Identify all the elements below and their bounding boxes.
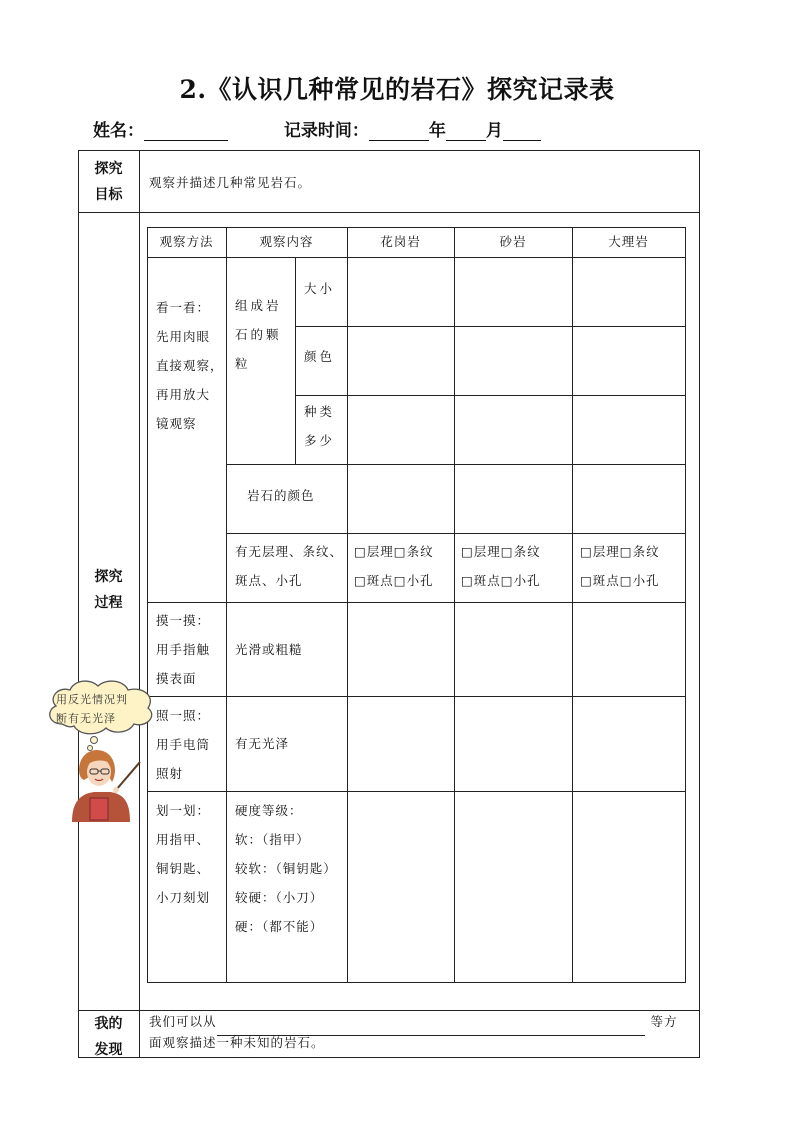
name-field[interactable] <box>144 122 228 141</box>
observation-table <box>147 227 686 983</box>
name-label: 姓名： <box>93 121 144 141</box>
method-scratch: 划一划： 用指甲、 铜钥匙、 小刀刻划 <box>156 803 211 905</box>
finding-text-line2: 面观察描述一种未知的岩石。 <box>149 1035 325 1050</box>
header-marble: 大理岩 <box>608 234 649 249</box>
header-row <box>93 116 541 141</box>
marble-features-check[interactable]: □层理□条纹 □斑点□小孔 <box>580 544 660 588</box>
time-label: 记录时间： <box>283 121 369 141</box>
header-granite: 花岗岩 <box>380 234 421 249</box>
method-touch: 摸一摸： 用手指触 摸表面 <box>156 613 211 686</box>
page-title: 2.《认识几种常见的岩石》探究记录表 <box>179 75 615 104</box>
goal-divider <box>78 212 700 213</box>
method-shine: 照一照： 用手电筒 照射 <box>156 708 211 781</box>
year-label: 年 <box>428 121 446 141</box>
content-features: 有无层理、条纹、 斑点、小孔 <box>235 544 344 588</box>
content-color: 颜色 <box>304 349 336 364</box>
day-field[interactable] <box>503 122 541 141</box>
month-label: 月 <box>485 121 503 141</box>
goal-label: 探究 目标 <box>94 161 123 203</box>
header-content: 观察内容 <box>259 234 314 249</box>
content-kind: 种类 多少 <box>304 404 336 448</box>
label-column-divider <box>139 150 140 1058</box>
bubble-text: 用反光情况判 断有无光泽 <box>56 693 128 725</box>
teacher-icon <box>66 742 142 822</box>
content-rock-color: 岩石的颜色 <box>247 488 315 503</box>
finding-label: 我的 发现 <box>94 1016 123 1058</box>
content-shine: 有无光泽 <box>235 736 290 751</box>
content-grain: 组成岩 石的颗 粒 <box>235 298 282 371</box>
month-field[interactable] <box>446 122 486 141</box>
finding-text-line1: 我们可以从 等方 <box>149 1007 678 1036</box>
method-look: 看一看： 先用肉眼 直接观察， 再用放大 镜观察 <box>156 300 224 431</box>
content-touch: 光滑或粗糙 <box>235 642 303 657</box>
goal-text: 观察并描述几种常见岩石。 <box>149 175 312 190</box>
year-field[interactable] <box>369 122 429 141</box>
content-size: 大小 <box>304 281 336 296</box>
header-sandstone: 砂岩 <box>499 234 527 249</box>
granite-features-check[interactable]: □层理□条纹 □斑点□小孔 <box>354 544 434 588</box>
header-method: 观察方法 <box>159 234 214 249</box>
content-hardness: 硬度等级： 软：（指甲） 较软：（铜钥匙） 较硬：（小刀） 硬：（都不能） <box>235 803 337 934</box>
process-label: 探究 过程 <box>94 569 123 611</box>
sandstone-features-check[interactable]: □层理□条纹 □斑点□小孔 <box>461 544 541 588</box>
